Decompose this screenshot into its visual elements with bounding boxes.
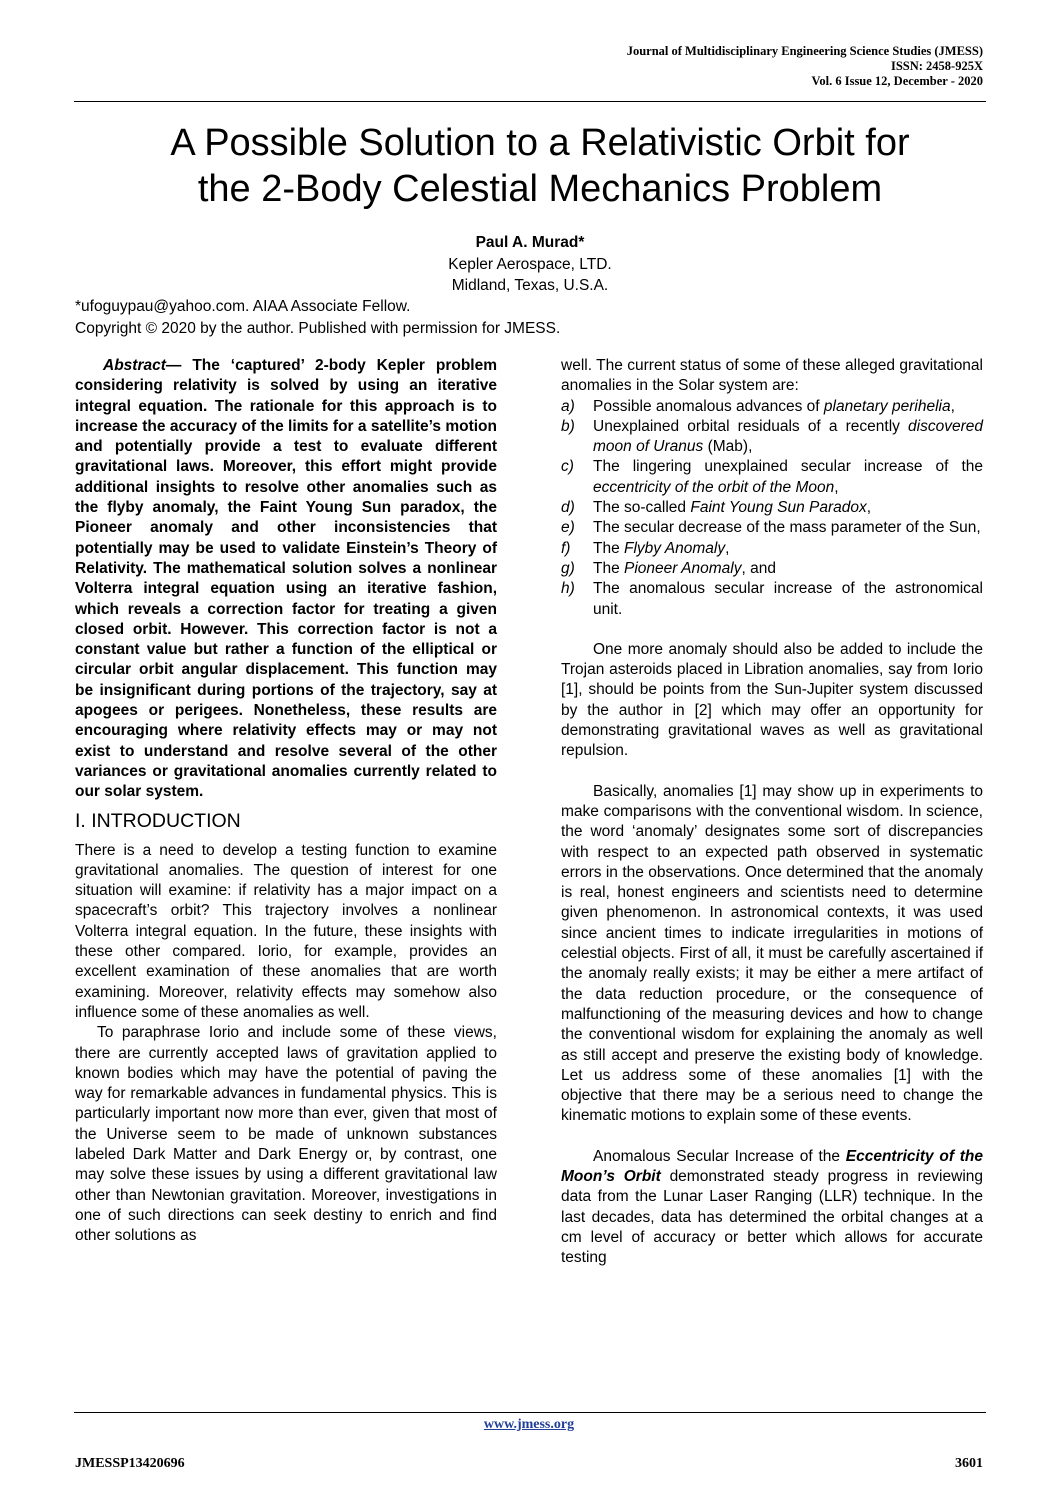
author-block [300,232,760,297]
title-line-1: A Possible Solution to a Relativistic Orbit for [170,122,910,164]
list-item [561,397,983,417]
list-item [561,457,983,498]
copyright-note: Copyright © 2020 by the author. Published with permission for JMESS. [75,319,561,337]
left-column [75,356,497,1246]
intro-paragraph-2-continued: well. The current status of some of these alleged gravitational anomalies in the Solar system are: [561,357,983,395]
list-item-suffix: , and [741,559,776,577]
list-item-label: f) [561,539,571,557]
list-item-term: discovered moon of Uranus [593,417,983,456]
moon-paragraph-text: demonstrated steady progress in reviewing data from the Lunar Laser Ranging (LLR) technique. In the last decades, data has determined the orbital changes at a cm level of accuracy or better which allows for accurate testing [561,1167,983,1267]
list-item-label: g) [561,559,575,577]
list-item-text: The [593,539,625,557]
intro-paragraph-2: To paraphrase Iorio and include some of these views, there are currently accepted laws of gravitation applied to known bodies which may have the potential of paving the way for remarkable advances in fundamental physics. This is particularly important now more than ever, given that most of the Universe seem to be made of unknown substances labeled Dark Matter and Dark Energy or, by contrast, one may solve these issues by using a different gravitational law other than Newtonian gravitation. Moreover, investigations in one of such directions can seek destiny to enrich and find other solutions as [75,1024,497,1245]
list-item [561,518,983,538]
author-affiliation: Kepler Aerospace, LTD. [448,255,612,273]
list-item-text: The [593,559,625,577]
list-item-label: b) [561,417,575,435]
journal-url-link[interactable]: www.jmess.org [483,1417,575,1432]
list-item-suffix: , [950,397,955,415]
author-notes [75,296,775,339]
list-item [561,498,983,518]
basically-paragraph: Basically, anomalies [1] may show up in experiments to make comparisons with the conventional wisdom. In science, the word ‘anomaly’ designates some sort of discrepancies with respect to an expected path observed in systematic errors in the observations. Once determined that the anomaly is real, honest engineers and scientists need to determine given phenomenon. In astronomical contexts, it was used since ancient times to indicate irregularities in motions of celestial objects. First of all, it must be carefully ascertained if the anomaly really exists; it may be either a mere artifact of the data reduction procedure, or the consequence of malfunctioning of the measuring devices and how to change the conventional wisdom for explaining the anomaly as well as still accept and preserve the existing body of knowledge. Let us address some of these anomalies [1] with the objective that there may be a serious need to change the kinematic motions to explain some of these events. [561,782,983,1125]
right-column [561,356,983,1268]
list-item-label: h) [561,580,575,598]
abstract [75,356,497,803]
abstract-label: Abstract [103,357,166,374]
title-line-2: the 2-Body Celestial Mechanics Problem [197,168,883,210]
footer-rule [74,1412,986,1413]
paper-id: JMESSP13420696 [75,1456,185,1471]
list-item-suffix: , [725,539,730,557]
list-item-text: The secular decrease of the mass parameter of the Sun, [593,519,981,537]
author-email-note: *ufoguypau@yahoo.com. AIAA Associate Fellow. [75,298,411,315]
trojan-paragraph: One more anomaly should also be added to include the Trojan asteroids placed in Libration anomalies, say from Iorio [1], should be points from the Sun-Jupiter system discussed by the author in [2] which may offer an opportunity for demonstrating gravitational waves as well as gravitational repulsion. [561,640,983,760]
list-item-suffix: (Mab), [703,438,753,456]
list-item-text: Unexplained orbital residuals of a recently [593,417,909,435]
anomaly-list [561,397,983,620]
abstract-text: — The ‘captured’ 2-body Kepler problem considering relativity is solved by using an iterative integral equation. The rationale for this approach is to increase the accuracy of the limits for a satellite’s motion and potentially provide a test to evaluate different gravitational laws. Moreover, this effort might provide additional insights to resolve other anomalies such as the flyby anomaly, the Faint Young Sun paradox, the Pioneer anomaly and other inconsistencies that potentially may be used to validate Einstein’s Theory of Relativity. The mathematical solution solves a nonlinear Volterra integral equation using an iterative fashion, which reveals a correction factor for treating a given closed orbit. However. This correction factor is not a constant value but rather a function of the elliptical or circular orbit angular displacement. This function may be insignificant during portions of the trajectory, say at apogees or perigees. Nonetheless, these results are encouraging where relativity effects may or may not exist to understand and resolve several of the other variances or gravitational anomalies currently related to our solar system. [75,357,497,801]
list-item-term: Flyby Anomaly [624,539,726,557]
list-item [561,579,983,620]
moon-paragraph-term: Eccentricity of the Moon’s Orbit [561,1147,983,1185]
list-item-term: planetary perihelia [823,397,951,415]
list-item [561,417,983,458]
paper-title [100,120,980,212]
list-item-suffix: , [866,499,872,517]
journal-issn: ISSN: 2458-925X [890,59,983,73]
list-item-text: The so-called [593,499,691,517]
list-item-label: c) [561,458,574,476]
author-name: Paul A. Murad* [475,234,585,251]
list-item [561,539,983,559]
section-heading: I. INTRODUCTION [75,809,241,832]
moon-paragraph-lead: Anomalous Secular Increase of the [593,1147,846,1165]
list-item-text: The lingering unexplained secular increase of the [593,458,983,476]
page-number: 3601 [955,1456,983,1471]
journal-header [627,44,983,89]
list-item [561,559,983,579]
intro-paragraph-1: There is a need to develop a testing function to examine gravitational anomalies. The question of interest for one situation will examine: if relativity has a major impact on a spacecraft’s orbit? This trajectory involves a nonlinear Volterra integral equation. In the future, these insights with these other compared. Iorio, for example, provides an excellent examination of these anomalies that are worth examining. Moreover, relativity effects may somehow also influence some of these anomalies as well. [75,841,497,1021]
list-item-term: Faint Young Sun Paradox [690,499,867,517]
list-item-label: d) [561,499,575,517]
list-item-text: The anomalous secular increase of the astronomical unit. [593,580,983,618]
list-item-text: Possible anomalous advances of [593,397,824,415]
list-item-label: a) [561,397,575,415]
header-rule [74,101,986,102]
list-item-suffix: , [834,478,839,496]
list-item-term: eccentricity of the orbit of the Moon [593,478,835,496]
moon-eccentricity-paragraph [561,1147,983,1269]
list-item-label: e) [561,519,575,537]
journal-volume: Vol. 6 Issue 12, December - 2020 [811,74,983,88]
journal-name: Journal of Multidisciplinary Engineering Science Studies (JMESS) [626,44,983,58]
list-item-term: Pioneer Anomaly [624,559,742,577]
author-location: Midland, Texas, U.S.A. [451,277,609,294]
